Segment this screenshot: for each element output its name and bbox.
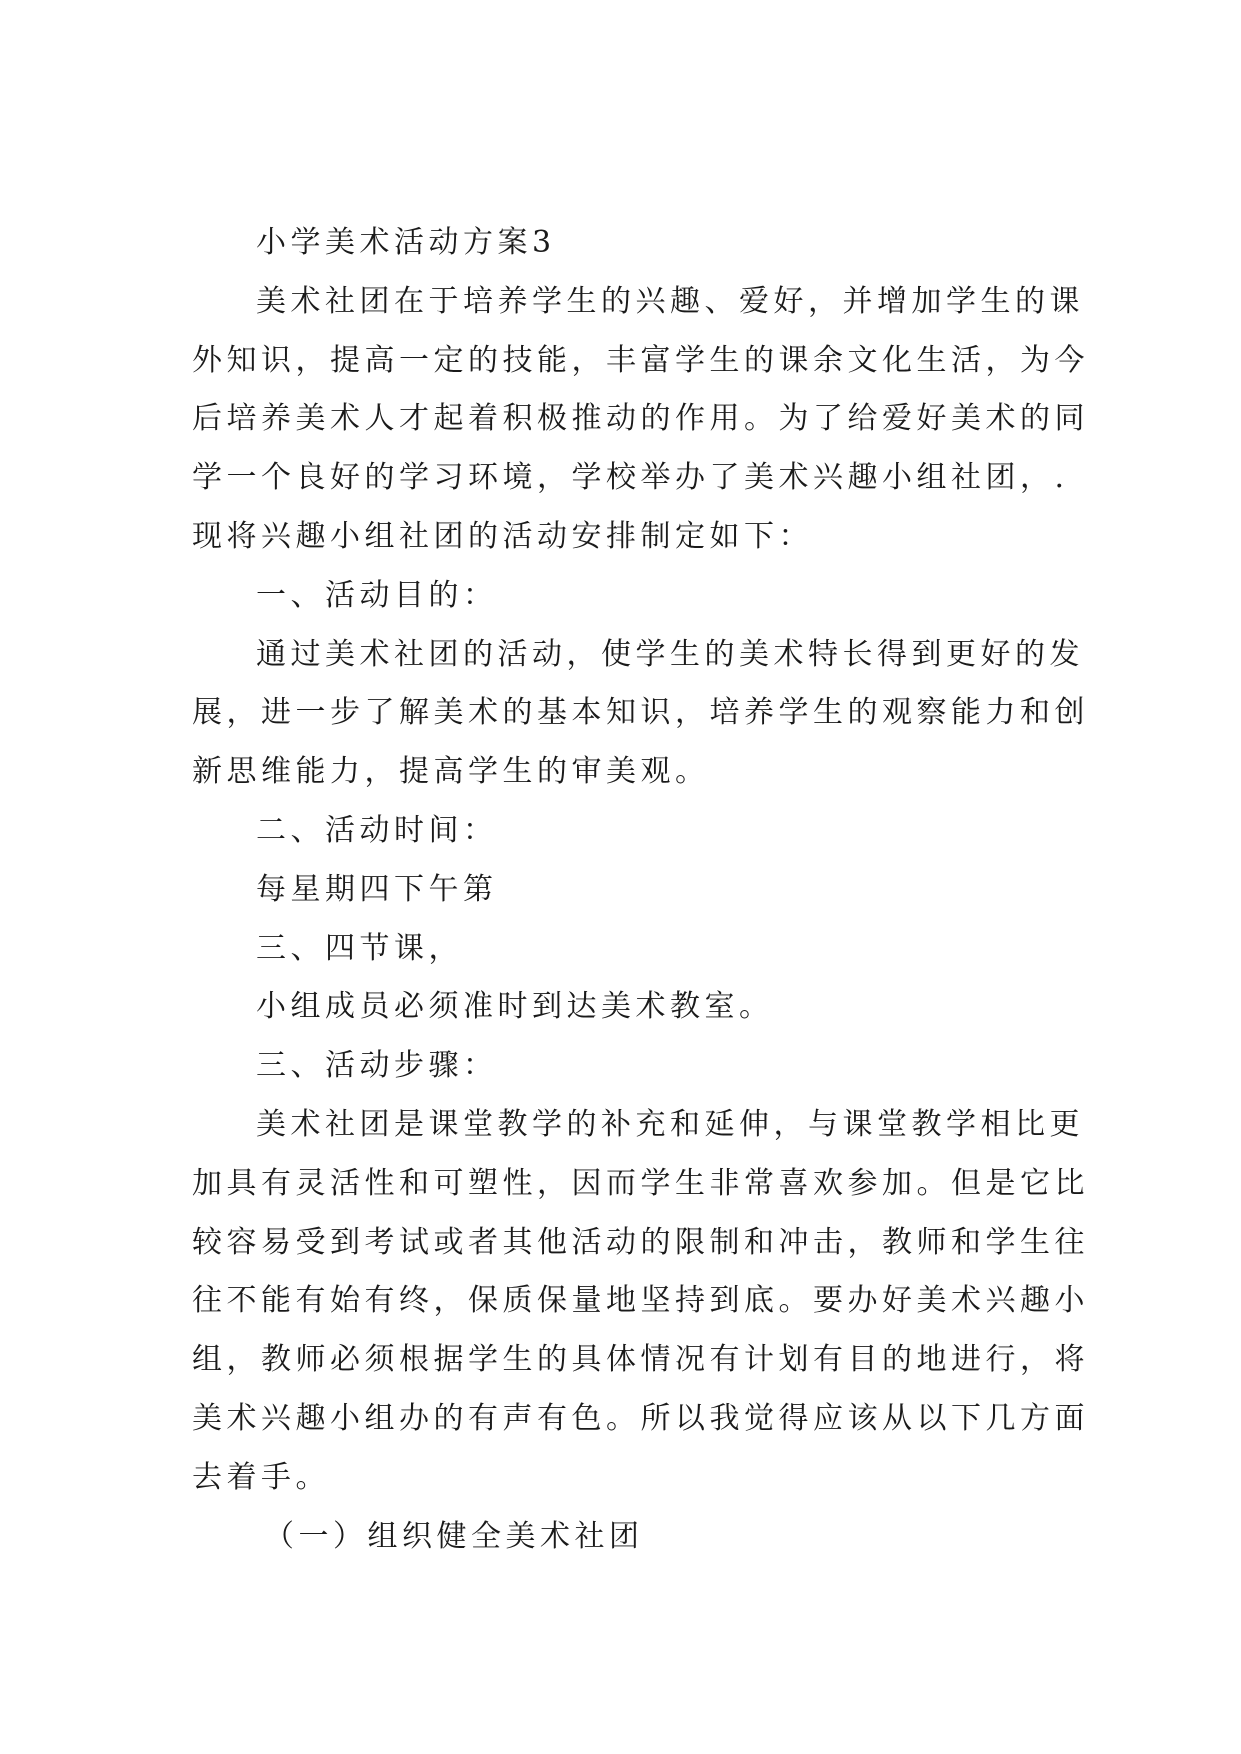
section-heading-steps: 三、活动步骤： xyxy=(256,1048,498,1084)
steps-line: 组，教师必须根据学生的具体情况有计划有目的地进行，将 xyxy=(192,1342,1089,1378)
purpose-line: 新思维能力，提高学生的审美观。 xyxy=(192,754,710,790)
section-heading-time: 二、活动时间： xyxy=(256,812,498,848)
purpose-line: 展，进一步了解美术的基本知识，培养学生的观察能力和创 xyxy=(192,695,1089,731)
intro-line: 后培养美术人才起着积极推动的作用。为了给爱好美术的同 xyxy=(192,401,1089,437)
document-title: 小学美术活动方案3 xyxy=(256,225,556,260)
document-body xyxy=(192,214,1089,1566)
steps-line: 美术社团是课堂教学的补充和延伸，与课堂教学相比更 xyxy=(256,1106,1084,1142)
steps-line: 加具有灵活性和可塑性，因而学生非常喜欢参加。但是它比 xyxy=(192,1165,1089,1201)
time-line: 三、四节课， xyxy=(256,930,463,966)
steps-line: 往不能有始有终，保质保量地坚持到底。要办好美术兴趣小 xyxy=(192,1283,1089,1319)
intro-line: 现将兴趣小组社团的活动安排制定如下： xyxy=(192,518,813,554)
section-heading-purpose: 一、活动目的： xyxy=(256,577,498,613)
intro-line: 学一个良好的学习环境，学校举办了美术兴趣小组社团，. xyxy=(192,460,1069,496)
time-line: 每星期四下午第 xyxy=(256,871,498,907)
steps-line: 去着手。 xyxy=(192,1459,330,1495)
purpose-line: 通过美术社团的活动，使学生的美术特长得到更好的发 xyxy=(256,636,1084,672)
steps-line: 美术兴趣小组办的有声有色。所以我觉得应该从以下几方面 xyxy=(192,1400,1089,1436)
time-line: 小组成员必须准时到达美术教室。 xyxy=(256,989,774,1025)
subsection-heading: （一）组织健全美术社团 xyxy=(264,1518,644,1554)
steps-line: 较容易受到考试或者其他活动的限制和冲击，教师和学生往 xyxy=(192,1224,1089,1260)
intro-line: 美术社团在于培养学生的兴趣、爱好，并增加学生的课 xyxy=(256,283,1084,319)
intro-line: 外知识，提高一定的技能，丰富学生的课余文化生活，为今 xyxy=(192,342,1089,378)
